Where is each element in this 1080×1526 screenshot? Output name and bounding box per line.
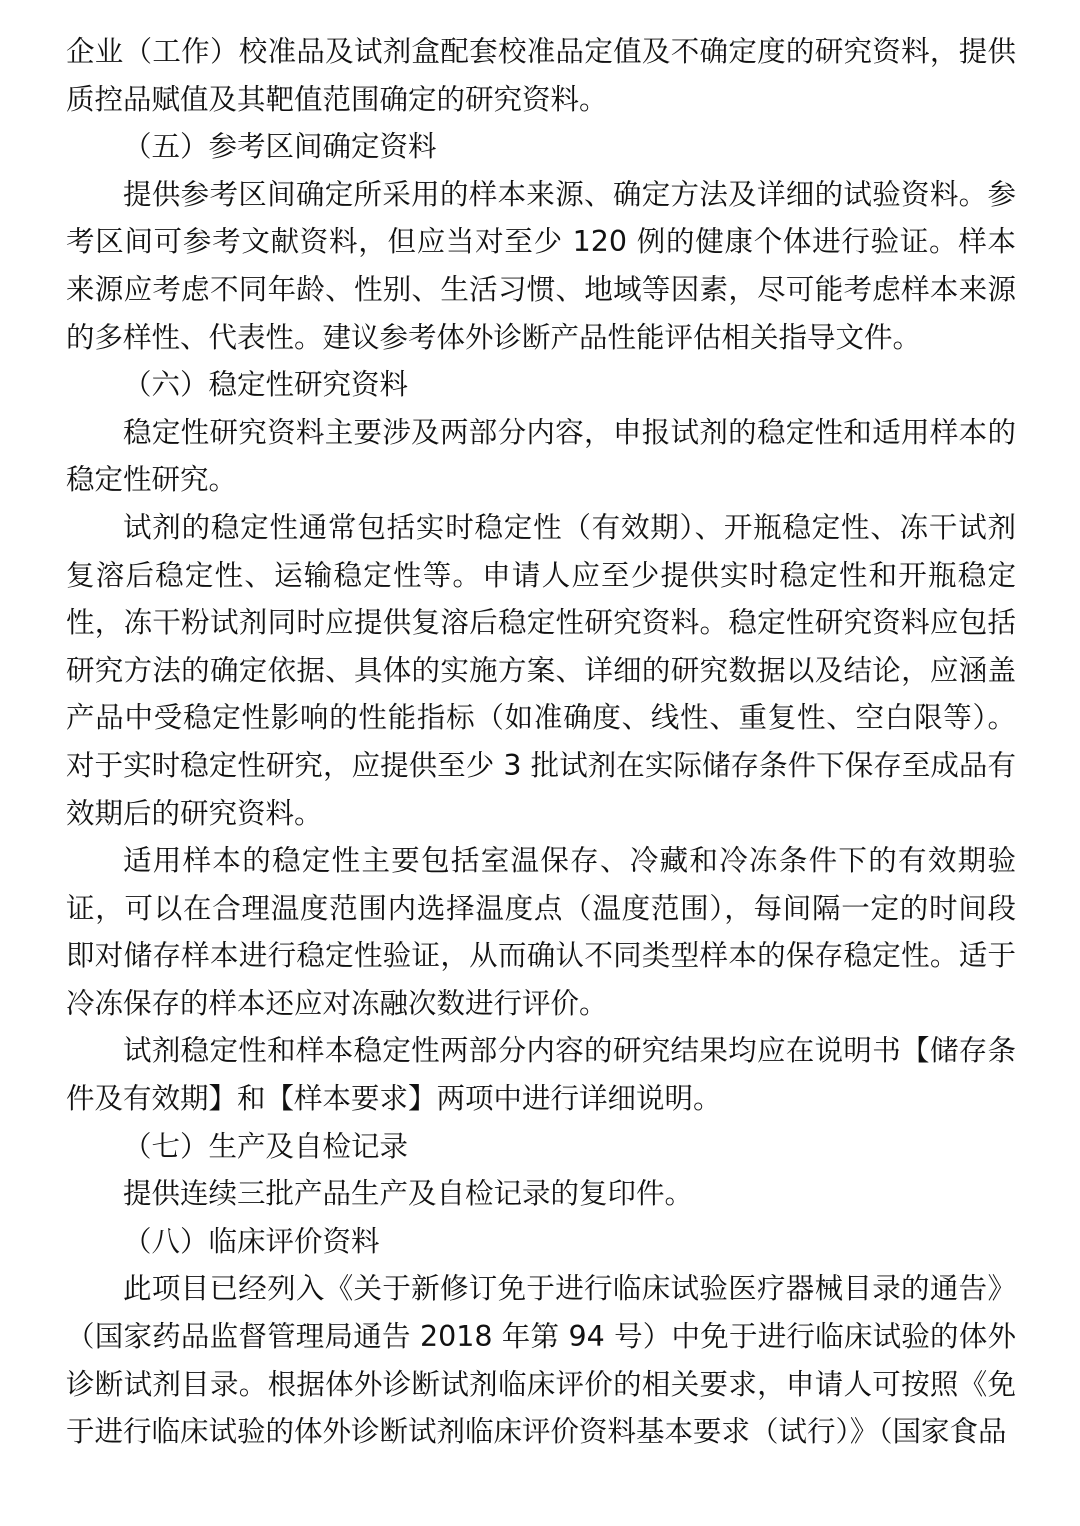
section-heading-production-records: （七）生产及自检记录 <box>123 1129 409 1163</box>
paragraph-production-records: 提供连续三批产品生产及自检记录的复印件。 <box>123 1177 694 1211</box>
paragraph-clinical-evaluation: 此项目已经列入《关于新修订免于进行临床试验医疗器械目录的通告》（国家药品监督管理局通告 2018 年第 94 号）中免于进行临床试验的体外诊断试剂目录。根据体外诊断试剂临床评价的相关要求，申请人可按照《免于进行临床试验的体外诊断试剂临床评价资料基本要求（试行）》（国家食品 <box>66 1272 1016 1449</box>
section-heading-stability: （六）稳定性研究资料 <box>123 368 409 402</box>
paragraph-stability-overview: 稳定性研究资料主要涉及两部分内容，申报试剂的稳定性和适用样本的稳定性研究。 <box>66 415 1016 497</box>
paragraph-calibrator-continuation: 企业（工作）校准品及试剂盒配套校准品定值及不确定度的研究资料，提供质控品赋值及其靶值范围确定的研究资料。 <box>66 35 1016 116</box>
section-heading-reference-interval: （五）参考区间确定资料 <box>123 130 437 164</box>
paragraph-sample-stability: 适用样本的稳定性主要包括室温保存、冷藏和冷冻条件下的有效期验证，可以在合理温度范围内选择温度点（温度范围），每间隔一定的时间段即对储存样本进行稳定性验证，从而确认不同类型样本的保存稳定性。适于冷冻保存的样本还应对冻融次数进行评价。 <box>66 844 1016 1020</box>
paragraph-reference-interval: 提供参考区间确定所采用的样本来源、确定方法及详细的试验资料。参考区间可参考文献资料，但应当对至少 120 例的健康个体进行验证。样本来源应考虑不同年龄、性别、生活习惯、地域等因素，尽可能考虑样本来源的多样性、代表性。建议参考体外诊断产品性能评估相关指导文件。 <box>66 177 1016 354</box>
section-heading-clinical-evaluation: （八）临床评价资料 <box>123 1224 380 1258</box>
document-body <box>66 28 1016 1456</box>
paragraph-stability-results: 试剂稳定性和样本稳定性两部分内容的研究结果均应在说明书【储存条件及有效期】和【样本要求】两项中进行详细说明。 <box>66 1034 1016 1116</box>
paragraph-reagent-stability: 试剂的稳定性通常包括实时稳定性（有效期）、开瓶稳定性、冻干试剂复溶后稳定性、运输稳定性等。申请人应至少提供实时稳定性和开瓶稳定性，冻干粉试剂同时应提供复溶后稳定性研究资料。稳定性研究资料应包括研究方法的确定依据、具体的实施方案、详细的研究数据以及结论，应涵盖产品中受稳定性影响的性能指标（如准确度、线性、重复性、空白限等）。对于实时稳定性研究，应提供至少 3 批试剂在实际储存条件下保存至成品有效期后的研究资料。 <box>66 510 1016 830</box>
